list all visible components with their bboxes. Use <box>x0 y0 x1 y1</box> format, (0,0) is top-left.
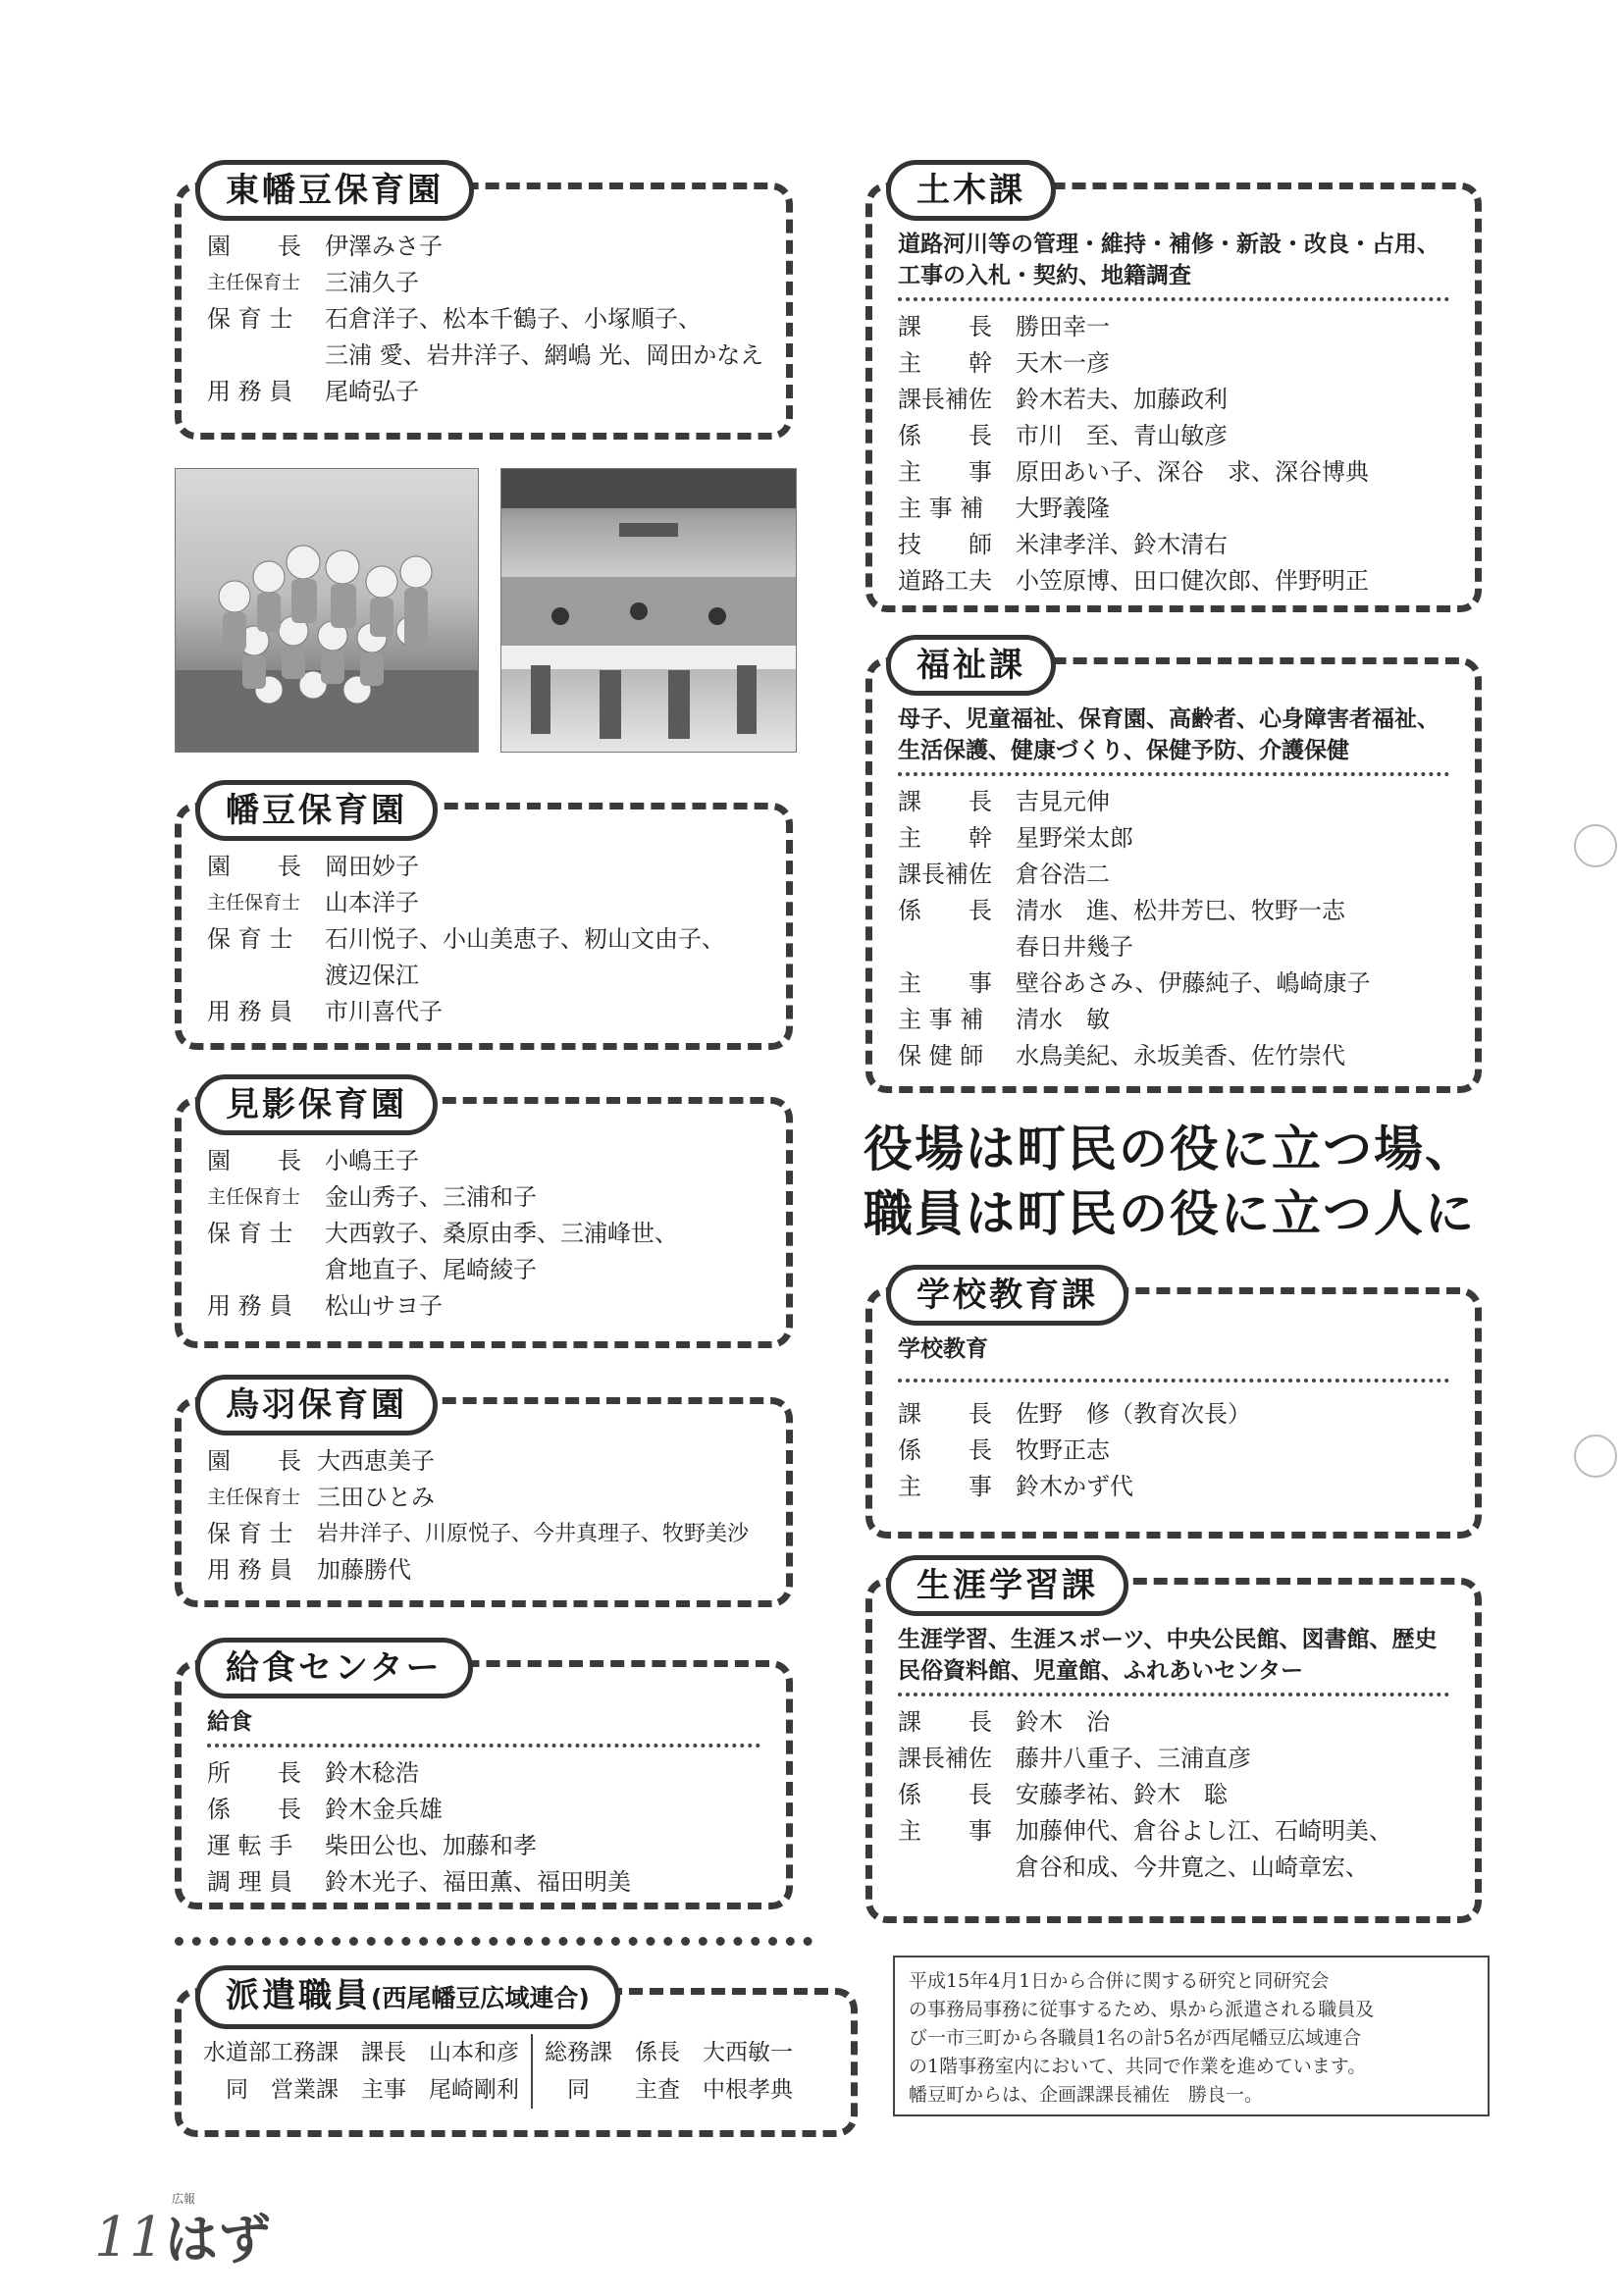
section-title: 見影保育園 <box>195 1074 438 1135</box>
staff-row <box>898 1396 1449 1433</box>
notice-line: の1階事務室内において、共同で作業を進めています。 <box>909 2056 1367 2077</box>
staff-row <box>898 857 1449 893</box>
staff-row <box>207 1216 760 1252</box>
staff-row <box>207 1179 760 1216</box>
role-label: 用 務 員 <box>207 1292 293 1320</box>
role-label: 係 長 <box>207 1796 301 1823</box>
section-kyushoku-center <box>175 1648 793 1909</box>
page-number: 11 <box>94 2206 165 2270</box>
staff-row <box>898 382 1449 418</box>
photo-office-counter <box>500 468 797 753</box>
role-label: 保 健 師 <box>898 1042 984 1070</box>
role-label: 保 育 士 <box>207 1520 293 1547</box>
office-photo-illustration <box>501 469 796 752</box>
role-label: 係 長 <box>898 897 992 924</box>
staff-names: 倉谷浩二 <box>1016 861 1110 888</box>
staff-row <box>898 1002 1449 1038</box>
staff-row <box>207 1516 760 1552</box>
role-label: 係 長 <box>898 422 992 449</box>
staff-row <box>898 929 1449 965</box>
role-label: 道路工夫 <box>898 567 992 595</box>
section-title: 鳥羽保育園 <box>195 1375 438 1435</box>
footer-kouhou-label: 広報 <box>172 2192 196 2206</box>
staff-row <box>207 301 760 338</box>
section-gakko-kyoiku-ka <box>865 1276 1482 1539</box>
photo-children-group <box>175 468 479 753</box>
staff-names: 鈴木光子、福田薫、福田明美 <box>325 1868 631 1896</box>
staff-names: 鈴木若夫、加藤政利 <box>1016 386 1228 413</box>
staff-names: 三浦 愛、岩井洋子、網嶋 光、岡田かなえ <box>325 341 764 369</box>
role-label: 課長補佐 <box>898 1745 992 1772</box>
slogan <box>864 1117 1476 1246</box>
staff-names: 壁谷あさみ、伊藤純子、嶋崎康子 <box>1016 969 1371 997</box>
haken-cell: 同 主査 中根孝典 <box>545 2077 793 2103</box>
staff-row <box>207 229 760 265</box>
role-label <box>207 338 325 374</box>
slogan-line-1: 役場は町民の役に立つ場、 <box>864 1121 1476 1177</box>
haken-title-text: 派遣職員 <box>226 1976 371 2015</box>
role-label: 主 幹 <box>898 824 992 852</box>
staff-names: 小嶋王子 <box>325 1147 419 1174</box>
staff-row <box>207 885 760 921</box>
haken-cell: 同 営業課 主事 尾崎剛利 <box>203 2077 519 2103</box>
section-mikage-hoikuen <box>175 1085 793 1348</box>
staff-row <box>207 958 760 994</box>
staff-row <box>898 309 1449 345</box>
role-label: 技 師 <box>898 531 992 558</box>
staff-names: 松山サヨ子 <box>325 1292 443 1320</box>
role-label: 主 事 補 <box>898 1006 984 1033</box>
staff-row <box>207 1252 760 1288</box>
staff-names: 金山秀子、三浦和子 <box>325 1183 537 1211</box>
section-title: 幡豆保育園 <box>195 780 438 841</box>
notice-line: 平成15年4月1日から合併に関する研究と同研究会 <box>909 1970 1330 1992</box>
role-label: 係 長 <box>898 1781 992 1808</box>
role-label: 課 長 <box>898 313 992 340</box>
staff-row <box>898 1850 1449 1886</box>
staff-row <box>898 820 1449 857</box>
staff-row <box>207 1792 760 1828</box>
staff-names: 藤井八重子、三浦直彦 <box>1016 1745 1251 1772</box>
staff-row <box>207 994 760 1030</box>
staff-row <box>207 1864 760 1901</box>
role-label: 課長補佐 <box>898 386 992 413</box>
staff-row <box>898 491 1449 527</box>
haken-col-left <box>203 2034 533 2109</box>
staff-names: 星野栄太郎 <box>1016 824 1133 852</box>
section-title: 給食センター <box>195 1638 473 1698</box>
staff-names: 加藤勝代 <box>317 1556 411 1584</box>
haken-table <box>203 2034 825 2109</box>
role-label: 主 事 <box>898 1817 992 1845</box>
section-title: 学校教育課 <box>886 1265 1128 1326</box>
role-label: 用 務 員 <box>207 998 293 1025</box>
section-title: 生涯学習課 <box>886 1555 1128 1616</box>
section-fukushi-ka <box>865 646 1482 1093</box>
section-description: 学校教育 <box>898 1333 1449 1383</box>
staff-row <box>898 345 1449 382</box>
role-label: 課 長 <box>898 788 992 815</box>
punch-hole-icon <box>1574 1435 1617 1478</box>
role-label: 課長補佐 <box>898 861 992 888</box>
staff-names: 三浦久子 <box>325 269 419 296</box>
haken-col-right <box>545 2034 793 2109</box>
section-description: 道路河川等の管理・維持・補修・新設・改良・占用、工事の入札・契約、地籍調査 <box>898 229 1449 301</box>
role-label: 主 事 <box>898 1473 992 1500</box>
role-label: 保 育 士 <box>207 1220 293 1247</box>
staff-names: 大野義隆 <box>1016 495 1110 522</box>
staff-names: 石倉洋子、松本千鶴子、小塚順子、 <box>325 305 702 333</box>
staff-names: 佐野 修（教育次長） <box>1016 1400 1251 1428</box>
section-title: 土木課 <box>886 160 1056 221</box>
staff-row <box>898 1741 1449 1777</box>
staff-names: 岡田妙子 <box>325 853 419 880</box>
role-label: 係 長 <box>898 1436 992 1464</box>
staff-names: 鈴木 治 <box>1016 1708 1110 1736</box>
children-photo-illustration <box>176 469 478 752</box>
haken-cell: 総務課 係長 大西敏一 <box>545 2040 793 2065</box>
staff-names: 清水 敏 <box>1016 1006 1110 1033</box>
section-description: 給食 <box>207 1706 760 1748</box>
notice-line: の事務局事務に従事するため、県から派遣される職員及 <box>909 1999 1375 2020</box>
staff-row <box>898 965 1449 1002</box>
staff-row <box>207 1552 760 1589</box>
role-label: 主任保育士 <box>207 1487 301 1508</box>
staff-names: 鈴木かず代 <box>1016 1473 1133 1500</box>
staff-names: 原田あい子、深谷 求、深谷博典 <box>1016 458 1369 486</box>
staff-row <box>898 418 1449 454</box>
hazu-logo: はず <box>165 2209 271 2270</box>
notice-line: び一市三町から各職員1名の計5名が西尾幡豆広域連合 <box>909 2027 1362 2049</box>
staff-row <box>898 1777 1449 1813</box>
staff-row <box>207 374 760 410</box>
staff-row <box>898 454 1449 491</box>
staff-names: 牧野正志 <box>1016 1436 1110 1464</box>
staff-names: 大西恵美子 <box>317 1447 435 1475</box>
punch-hole-icon <box>1574 824 1617 867</box>
role-label: 課 長 <box>898 1708 992 1736</box>
role-label: 主任保育士 <box>207 892 301 913</box>
staff-row <box>207 921 760 958</box>
section-title: 東幡豆保育園 <box>195 160 474 221</box>
section-title <box>195 1965 620 2029</box>
staff-names: 水鳥美紀、永坂美香、佐竹崇代 <box>1016 1042 1345 1070</box>
staff-row <box>898 527 1449 563</box>
section-toba-hoikuen <box>175 1385 793 1607</box>
role-label: 園 長 <box>207 1447 301 1475</box>
staff-row <box>207 1755 760 1792</box>
staff-names: 吉見元伸 <box>1016 788 1110 815</box>
section-description: 生涯学習、生涯スポーツ、中央公民館、図書館、歴史民俗資料館、児童館、ふれあいセンター <box>898 1624 1449 1696</box>
section-hazu-hoikuen <box>175 791 793 1050</box>
staff-row <box>898 1704 1449 1741</box>
section-doboku-ka <box>865 171 1482 612</box>
role-label: 主任保育士 <box>207 272 301 293</box>
role-label: 用 務 員 <box>207 378 293 405</box>
staff-names: 石川悦子、小山美恵子、籾山文由子、 <box>325 925 725 953</box>
haken-notice-box <box>893 1956 1490 2116</box>
staff-names: 倉谷和成、今井寛之、山崎章宏、 <box>1016 1853 1369 1881</box>
staff-row <box>898 1433 1449 1469</box>
role-label: 主 事 補 <box>898 495 984 522</box>
notice-line: 幡豆町からは、企画課課長補佐 勝良一。 <box>909 2084 1264 2106</box>
section-higashi-hazu-hoikuen <box>175 171 793 440</box>
section-shogai-gakushu-ka <box>865 1566 1482 1923</box>
role-label: 用 務 員 <box>207 1556 293 1584</box>
staff-row <box>207 1288 760 1325</box>
role-label: 運 転 手 <box>207 1832 293 1859</box>
staff-names: 天木一彦 <box>1016 349 1110 377</box>
staff-names: 市川 至、青山敏彦 <box>1016 422 1228 449</box>
staff-names: 小笠原博、田口健次郎、伴野明正 <box>1016 567 1369 595</box>
role-label: 主 事 <box>898 969 992 997</box>
staff-row <box>207 1480 760 1516</box>
staff-row <box>898 563 1449 600</box>
role-label: 園 長 <box>207 1147 301 1174</box>
staff-row <box>898 1813 1449 1850</box>
role-label: 主 事 <box>898 458 992 486</box>
haken-cell: 水道部工務課 課長 山本和彦 <box>203 2040 519 2065</box>
section-haken-shokuin <box>175 1976 858 2137</box>
staff-row <box>898 1038 1449 1074</box>
role-label: 保 育 士 <box>207 305 293 333</box>
role-label: 園 長 <box>207 853 301 880</box>
staff-names: 鈴木金兵雄 <box>325 1796 443 1823</box>
role-label <box>898 929 1016 965</box>
section-title: 福祉課 <box>886 635 1056 696</box>
staff-row <box>898 893 1449 929</box>
staff-names: 安藤孝祐、鈴木 聡 <box>1016 1781 1228 1808</box>
dotted-separator <box>175 1937 812 1946</box>
staff-names: 勝田幸一 <box>1016 313 1110 340</box>
haken-subtitle: (西尾幡豆広域連合) <box>371 1984 590 2012</box>
role-label: 保 育 士 <box>207 925 293 953</box>
staff-names: 山本洋子 <box>325 889 419 916</box>
role-label: 課 長 <box>898 1400 992 1428</box>
section-description: 母子、児童福祉、保育園、高齢者、心身障害者福祉、生活保護、健康づくり、保健予防、介護保健 <box>898 704 1449 776</box>
staff-names: 鈴木稔浩 <box>325 1759 419 1787</box>
role-label: 主 幹 <box>898 349 992 377</box>
role-label: 園 長 <box>207 233 301 260</box>
staff-names: 尾崎弘子 <box>325 378 419 405</box>
role-label <box>898 1850 1016 1886</box>
staff-names: 岩井洋子、川原悦子、今井真理子、牧野美沙 <box>317 1522 750 1546</box>
staff-row <box>898 1469 1449 1505</box>
staff-names: 清水 進、松井芳巳、牧野一志 <box>1016 897 1345 924</box>
role-label <box>207 1252 325 1288</box>
role-label: 調 理 員 <box>207 1868 293 1896</box>
staff-names: 春日井幾子 <box>1016 933 1133 961</box>
staff-names: 柴田公也、加藤和孝 <box>325 1832 537 1859</box>
staff-names: 伊澤みさ子 <box>325 233 443 260</box>
slogan-line-2: 職員は町民の役に立つ人に <box>864 1185 1476 1242</box>
staff-row <box>207 265 760 301</box>
role-label: 主任保育士 <box>207 1186 301 1208</box>
role-label <box>207 958 325 994</box>
staff-row <box>207 1143 760 1179</box>
staff-names: 米津孝洋、鈴木清右 <box>1016 531 1228 558</box>
staff-row <box>207 1828 760 1864</box>
staff-names: 三田ひとみ <box>317 1484 435 1511</box>
staff-row <box>898 784 1449 820</box>
staff-names: 加藤伸代、倉谷よし江、石崎明美、 <box>1016 1817 1392 1845</box>
role-label: 所 長 <box>207 1759 301 1787</box>
staff-row <box>207 338 764 374</box>
staff-names: 渡辺保江 <box>325 962 419 989</box>
staff-names: 市川喜代子 <box>325 998 443 1025</box>
staff-row <box>207 849 760 885</box>
staff-names: 大西敦子、桑原由季、三浦峰世、 <box>325 1220 678 1247</box>
staff-names: 倉地直子、尾崎綾子 <box>325 1256 537 1283</box>
staff-row <box>207 1443 760 1480</box>
